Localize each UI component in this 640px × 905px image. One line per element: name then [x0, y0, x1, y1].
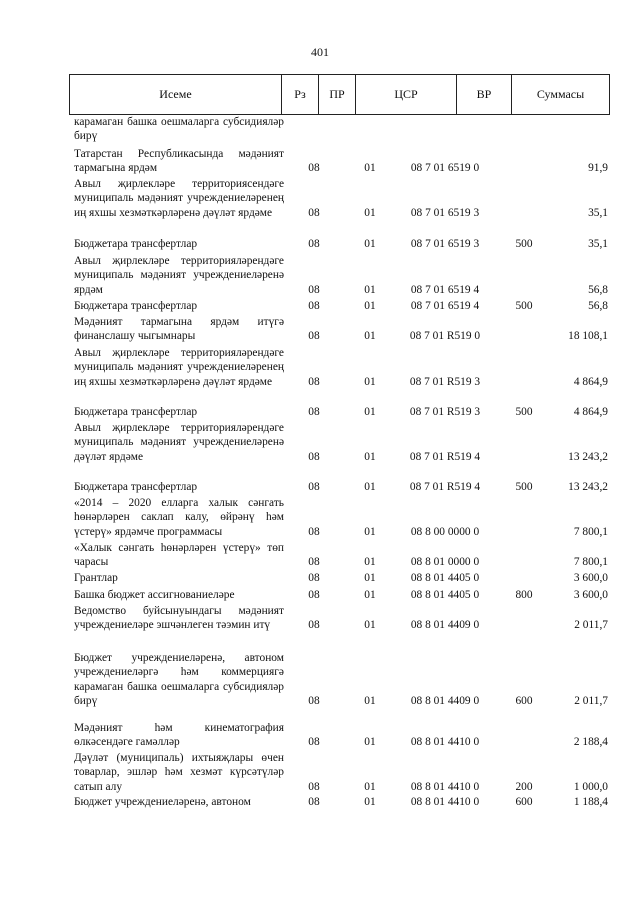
row-sum: 2 011,7	[574, 694, 608, 707]
row-name: Мәдәният һәм кинематография өлкәсендәге гамәлләр	[74, 722, 284, 749]
row-rz: 08	[308, 162, 320, 175]
table-row	[74, 254, 608, 297]
row-csr: 08 8 01 4405 0	[410, 589, 480, 601]
row-sum: 35,1	[588, 238, 608, 250]
row-pr: 01	[364, 796, 376, 808]
row-sum: 7 800,1	[573, 525, 608, 538]
row-pr: 01	[364, 694, 376, 707]
header-sum: Суммасы	[536, 87, 585, 101]
row-vr: 800	[515, 589, 533, 601]
row-csr: 08 7 01 6519 3	[410, 238, 480, 250]
row-sum: 7 800,1	[573, 556, 608, 569]
row-sum: 3 600,0	[573, 572, 608, 584]
row-rz: 08	[308, 694, 320, 707]
row-pr: 01	[364, 162, 376, 175]
row-csr: 08 7 01 R519 4	[409, 481, 481, 493]
header-rz: Рз	[282, 75, 319, 114]
row-rz: 08	[308, 375, 320, 388]
table-row	[74, 115, 608, 144]
row-name: Бюджетара трансфертлар	[74, 300, 198, 312]
row-name: Ведомство буйсынуындагы мәдәният учреждениеләре эшчәнлеген тәэмин итү	[74, 605, 284, 632]
row-sum: 35,1	[588, 206, 608, 219]
row-name: Бюджет учреждениеләренә, автоном учреждениеләргә һәм коммерциягә карамаган башка оешмаларга субсидияләр бирү	[74, 652, 284, 707]
row-rz: 08	[308, 300, 320, 312]
row-csr: 08 8 01 4410 0	[410, 780, 480, 793]
row-vr: 500	[515, 481, 533, 493]
row-name: Авыл җирлекләре территорияләрендәге муниципаль мәдәният учреждениеләренә дәүләт ярдәме	[74, 422, 284, 463]
table-row	[74, 147, 608, 176]
row-csr: 08 7 01 R519 3	[409, 375, 481, 388]
row-rz: 08	[308, 572, 320, 584]
row-name: Татарстан Республикасында мәдәният тармагына ярдәм	[74, 148, 284, 175]
row-pr: 01	[364, 780, 376, 793]
row-sum: 4 864,9	[573, 375, 608, 388]
table-row	[74, 721, 608, 750]
row-rz: 08	[308, 481, 320, 493]
row-sum: 2 011,7	[574, 619, 608, 632]
row-csr: 08 8 01 4405 0	[410, 572, 480, 584]
table-row	[74, 571, 608, 585]
row-csr: 08 8 01 0000 0	[410, 556, 480, 569]
page-number: 401	[311, 45, 329, 59]
header-vr: ВР	[457, 75, 512, 114]
table-row	[74, 237, 608, 251]
row-pr: 01	[364, 300, 376, 312]
row-pr: 01	[364, 238, 376, 250]
row-vr: 500	[515, 406, 533, 418]
row-csr: 08 7 01 6519 3	[410, 206, 480, 219]
row-sum: 91,9	[588, 162, 608, 175]
row-rz: 08	[308, 525, 320, 538]
row-pr: 01	[364, 556, 376, 569]
row-pr: 01	[364, 375, 376, 388]
row-vr: 500	[515, 238, 533, 250]
table-row	[74, 651, 608, 708]
row-csr: 08 7 01 R519 4	[409, 450, 481, 463]
row-name: Авыл җирлекләре территорияләрендәге муниципаль мәдәният учреждениеләренә ярдәм	[74, 255, 284, 296]
row-sum: 4 864,9	[573, 406, 608, 418]
row-csr: 08 8 01 4410 0	[410, 796, 480, 808]
header-pr: ПР	[319, 75, 356, 114]
row-rz: 08	[308, 450, 320, 463]
header-name: Исеме	[70, 75, 282, 114]
row-sum: 3 600,0	[573, 589, 608, 601]
row-vr: 500	[515, 300, 533, 312]
row-name: Дәүләт (муниципаль) ихтыяҗлары өчен товарлар, эшләр һәм хезмәт күрсәтүләр сатып алу	[74, 752, 284, 793]
table-row	[74, 299, 608, 313]
row-pr: 01	[364, 589, 376, 601]
table-row	[74, 795, 608, 809]
table-row	[74, 496, 608, 539]
row-name: Авыл җирлекләре территорияләрендәге муниципаль мәдәният учреждениеләренең иң яхшы хезмәткәрләренә дәүләт ярдәме	[74, 347, 284, 388]
row-pr: 01	[364, 330, 376, 343]
row-rz: 08	[308, 619, 320, 632]
row-pr: 01	[364, 450, 376, 463]
row-name: Грантлар	[74, 572, 118, 584]
row-rz: 08	[308, 589, 320, 601]
row-vr: 600	[515, 694, 533, 707]
row-rz: 08	[308, 780, 320, 793]
row-rz: 08	[308, 556, 320, 569]
row-rz: 08	[308, 736, 320, 749]
row-sum: 13 243,2	[568, 481, 608, 493]
row-pr: 01	[364, 619, 376, 632]
table-row	[74, 588, 608, 602]
row-name: карамаган башка оешмаларга субсидияләр бирү	[74, 116, 284, 143]
row-csr: 08 7 01 R519 3	[409, 406, 481, 418]
row-rz: 08	[308, 796, 320, 808]
row-vr: 600	[515, 796, 533, 808]
table-row	[74, 346, 608, 389]
table-row	[74, 604, 608, 633]
table-row	[74, 177, 608, 220]
table-row	[74, 751, 608, 794]
row-sum: 1 188,4	[573, 796, 608, 808]
row-vr: 200	[515, 780, 533, 793]
row-csr: 08 8 01 4410 0	[410, 736, 480, 749]
row-rz: 08	[308, 238, 320, 250]
row-rz: 08	[308, 206, 320, 219]
table-row	[74, 405, 608, 419]
row-name: «2014 – 2020 елларга халык сәнгать һөнәрләрен саклап калу, өйрәнү һәм үстерү» ярдәмче программасы	[74, 497, 284, 538]
row-name: «Халык сәнгать һөнәрләрен үстерү» төп чарасы	[74, 542, 284, 569]
row-sum: 18 108,1	[568, 330, 608, 343]
row-pr: 01	[364, 206, 376, 219]
row-csr: 08 7 01 6519 0	[410, 162, 480, 175]
row-pr: 01	[364, 481, 376, 493]
row-sum: 2 188,4	[573, 736, 608, 749]
row-rz: 08	[308, 406, 320, 418]
row-csr: 08 8 01 4409 0	[410, 619, 480, 632]
row-pr: 01	[364, 283, 376, 296]
row-csr: 08 7 01 6519 4	[410, 283, 480, 296]
row-sum: 13 243,2	[568, 450, 608, 463]
row-name: Мәдәният тармагына ярдәм итүгә финанслашу чыгымнары	[74, 316, 284, 343]
table-row	[74, 421, 608, 464]
header-csr: ЦСР	[356, 75, 457, 114]
row-pr: 01	[364, 572, 376, 584]
row-sum: 56,8	[588, 300, 608, 312]
row-sum: 1 000,0	[573, 780, 608, 793]
row-name: Бюджетара трансфертлар	[74, 481, 198, 493]
row-name: Башка бюджет ассигнованиеләре	[74, 589, 235, 601]
row-name: Бюджет учреждениеләренә, автоном	[74, 796, 251, 808]
table-row	[74, 480, 608, 494]
row-pr: 01	[364, 525, 376, 538]
row-pr: 01	[364, 406, 376, 418]
row-csr: 08 7 01 6519 4	[410, 300, 480, 312]
row-csr: 08 8 01 4409 0	[410, 694, 480, 707]
row-csr: 08 7 01 R519 0	[409, 330, 481, 343]
row-pr: 01	[364, 736, 376, 749]
row-rz: 08	[308, 283, 320, 296]
row-name: Авыл җирлекләре территориясендәге муниципаль мәдәният учреждениеләренең иң яхшы хезмәткәрләренә дәүләт ярдәме	[74, 178, 284, 219]
table-row	[74, 541, 608, 570]
row-name: Бюджетара трансфертлар	[74, 238, 198, 250]
row-name: Бюджетара трансфертлар	[74, 406, 198, 418]
row-csr: 08 8 00 0000 0	[410, 525, 480, 538]
row-rz: 08	[308, 330, 320, 343]
table-header	[69, 74, 610, 115]
row-sum: 56,8	[588, 283, 608, 296]
table-row	[74, 315, 608, 344]
